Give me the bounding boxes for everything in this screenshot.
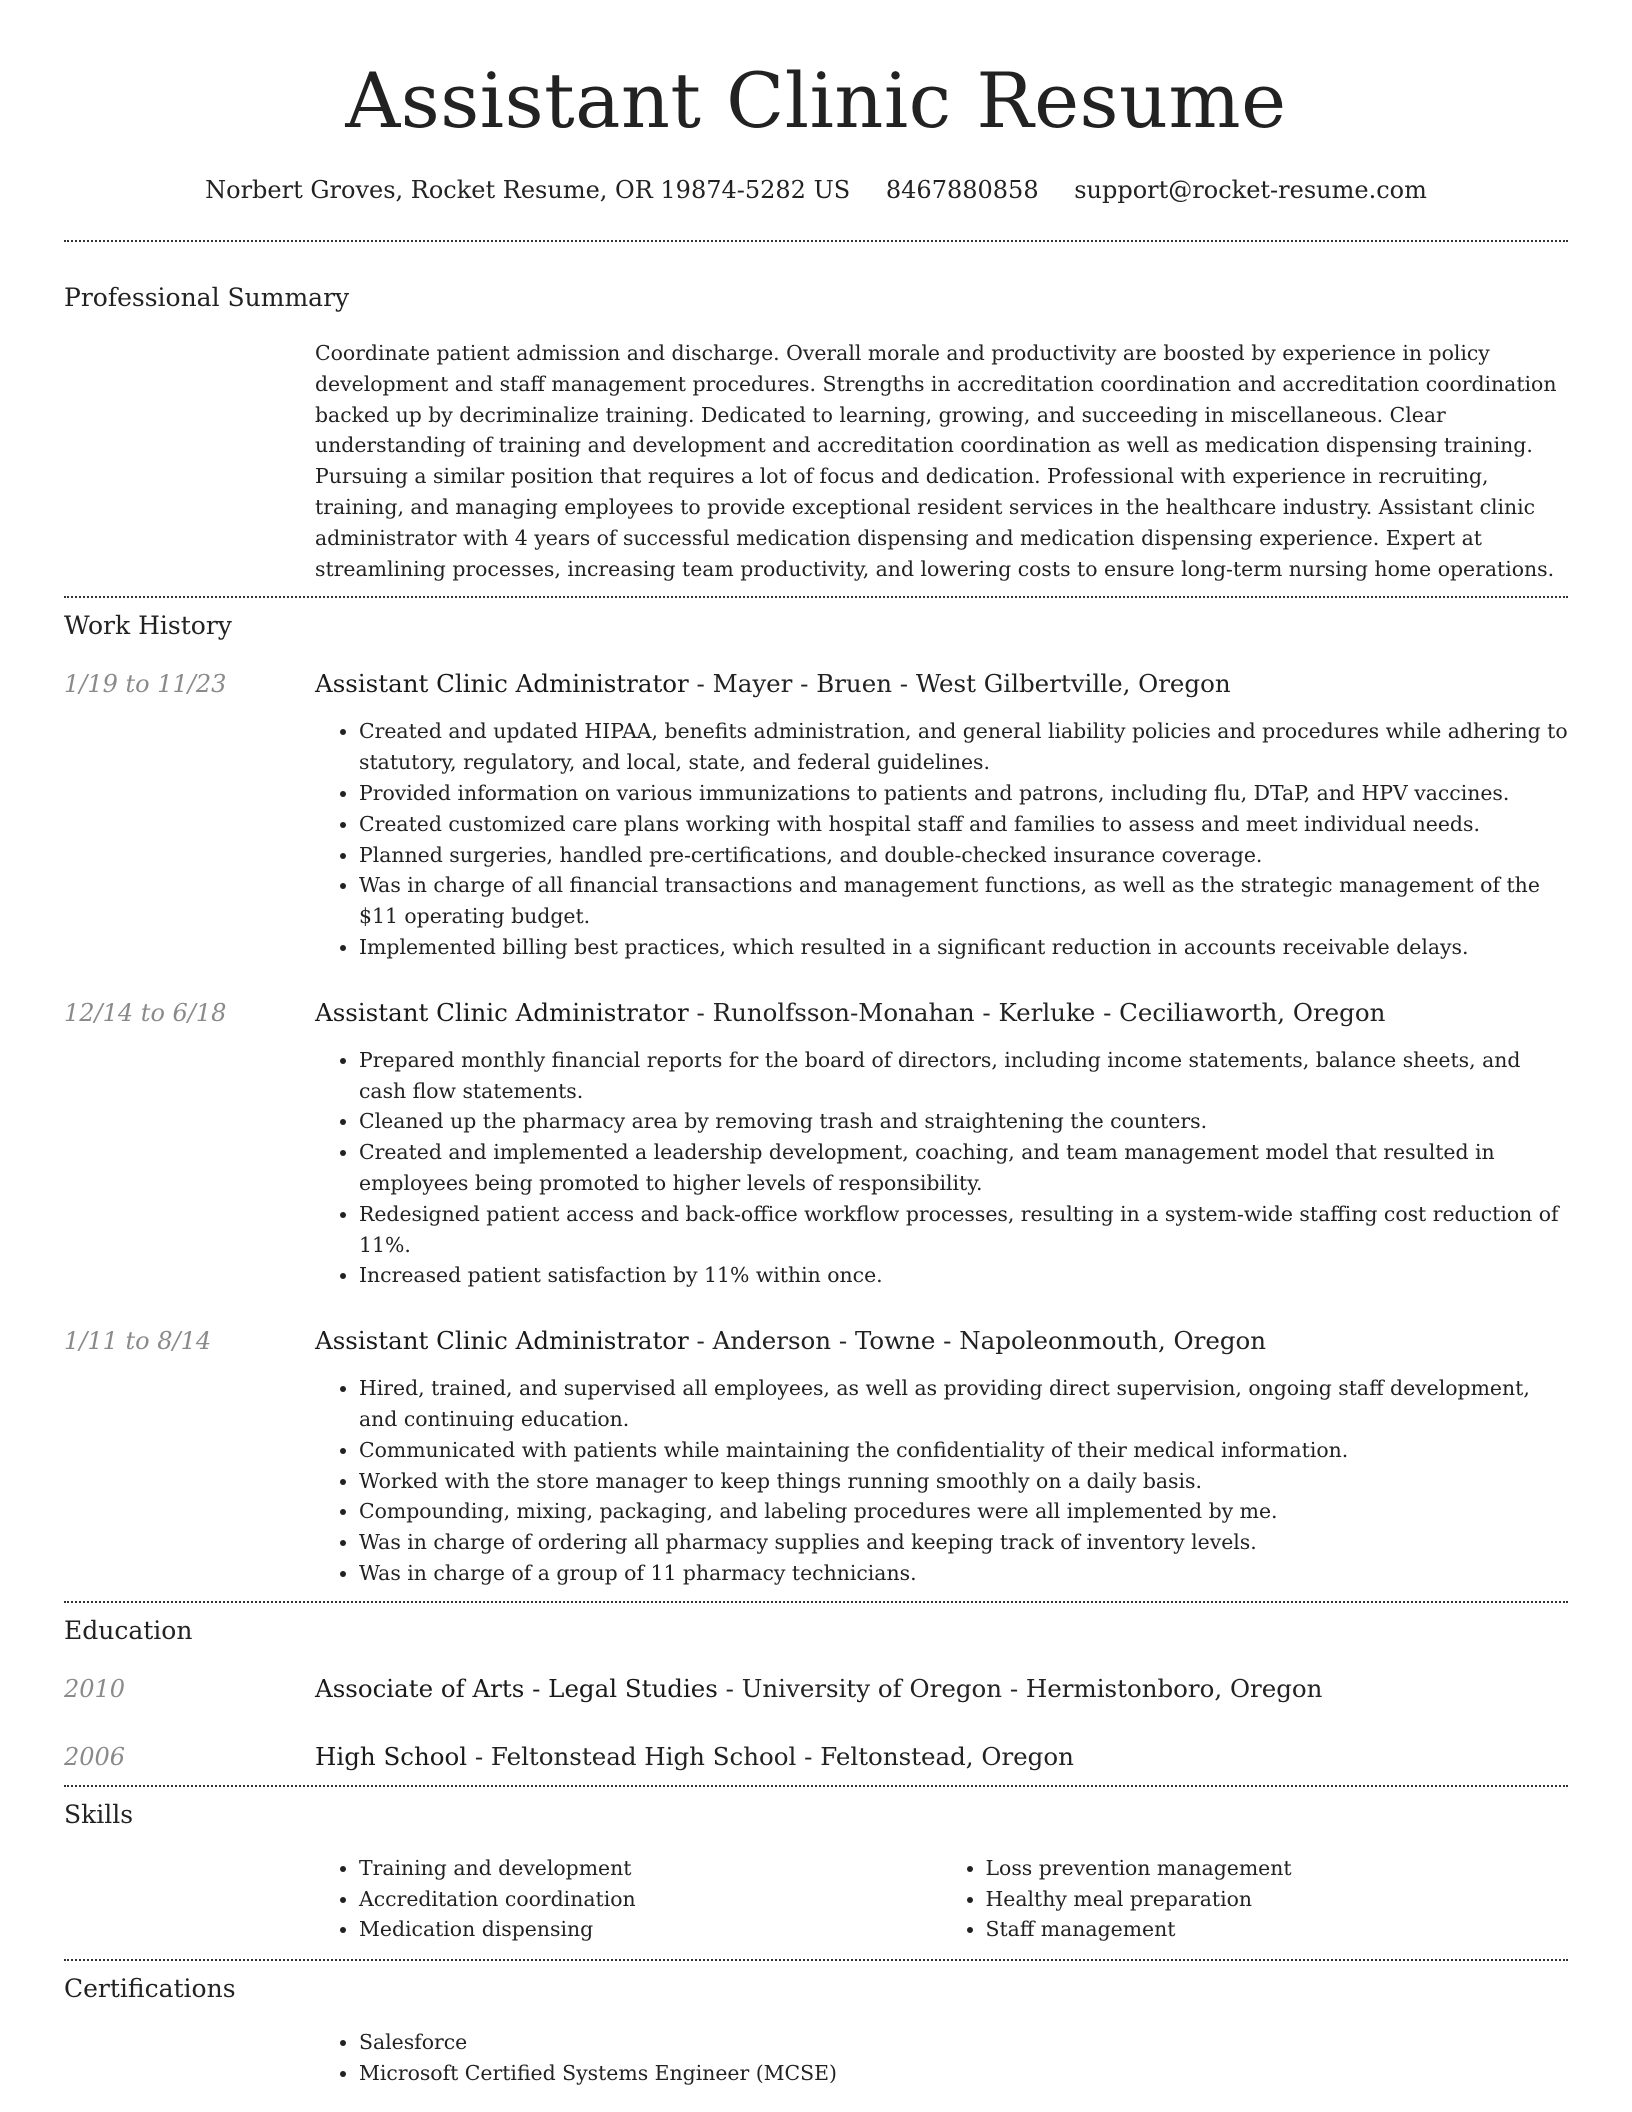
education-entry	[64, 1741, 1568, 1773]
job-heading	[315, 1325, 1568, 1357]
section-title-work-history: Work History	[64, 611, 232, 641]
education-degree: Associate of Arts - Legal Studies	[315, 1673, 718, 1703]
list-item: • Was in charge of ordering all pharmacy supplies and keeping track of inventory levels.	[359, 1527, 1568, 1558]
list-item: • Redesigned patient access and back-office workflow processes, resulting in a system-wide staffing cost reduction of 11%.	[359, 1199, 1568, 1261]
contact-phone: 8467880858	[885, 176, 1039, 204]
list-item: • Worked with the store manager to keep things running smoothly on a daily basis.	[359, 1466, 1568, 1497]
resume-page	[64, 0, 1568, 2089]
list-item: • Salesforce	[359, 2027, 1568, 2058]
contact-line	[64, 174, 1568, 206]
education-school-location: - University of Oregon - Hermistonboro, Oregon	[717, 1673, 1323, 1703]
job-heading	[315, 668, 1568, 700]
list-item: • Was in charge of all financial transactions and management functions, as well as the strategic management of the $11 operating budget.	[359, 870, 1568, 932]
list-item: • Microsoft Certified Systems Engineer (MCSE)	[359, 2058, 1568, 2089]
education-degree: High School	[315, 1741, 468, 1771]
summary-text: Coordinate patient admission and discharge. Overall morale and productivity are boosted by experience in policy development and staff management procedures. Strengths in accreditation coordination and accreditation coordination backed up by decriminalize training. Dedicated to learning, growing, and succeeding in miscellaneous. Clear understanding of training and development and accreditation coordination as well as medication dispensing training. Pursuing a similar position that requires a lot of focus and dedication. Professional with experience in recruiting, training, and managing employees to provide exceptional resident services in the healthcare industry. Assistant clinic administrator with 4 years of successful medication dispensing and medication dispensing experience. Expert at streamlining processes, increasing team productivity, and lowering costs to ensure long-term nursing home operations.	[315, 341, 1557, 581]
education-year: 2010	[64, 1674, 126, 1703]
skills-list-right	[942, 1853, 1569, 1945]
section-title-summary: Professional Summary	[64, 283, 350, 312]
education-year: 2006	[64, 1742, 126, 1771]
contact-email: support@rocket-resume.com	[1074, 176, 1427, 204]
list-item: • Was in charge of a group of 11 pharmacy technicians.	[359, 1558, 1568, 1589]
education-section	[64, 1615, 1568, 1773]
job-heading	[315, 997, 1568, 1029]
section-title-skills: Skills	[64, 1799, 134, 1829]
resume-title: Assistant Clinic Resume	[345, 56, 1287, 145]
job-employer-location: - Runolfsson-Monahan - Kerluke - Ceciliaworth, Oregon	[688, 997, 1386, 1027]
section-title-education: Education	[64, 1615, 193, 1645]
certifications-section	[64, 1973, 1568, 2089]
section-title-certifications: Certifications	[64, 1974, 236, 2004]
job-dates: 12/14 to 6/18	[64, 998, 227, 1027]
job-dates: 1/11 to 8/14	[64, 1327, 212, 1356]
job-title: Assistant Clinic Administrator	[315, 1326, 689, 1356]
list-item: • Prepared monthly financial reports for the board of directors, including income statements, balance sheets, and cash flow statements.	[359, 1045, 1568, 1107]
section-divider	[64, 1601, 1568, 1603]
section-divider	[64, 240, 1568, 242]
job-title: Assistant Clinic Administrator	[315, 997, 689, 1027]
education-heading	[315, 1673, 1568, 1705]
job-bullets	[315, 1373, 1568, 1589]
list-item: • Communicated with patients while maintaining the confidentiality of their medical information.	[359, 1435, 1568, 1466]
list-item: • Created and updated HIPAA, benefits administration, and general liability policies and procedures while adhering to statutory, regulatory, and local, state, and federal guidelines.	[359, 716, 1568, 778]
summary-row	[64, 338, 1568, 584]
job-entry	[64, 997, 1568, 1291]
job-dates: 1/19 to 11/23	[64, 670, 227, 699]
summary-section	[64, 282, 1568, 584]
job-bullets	[315, 716, 1568, 962]
education-school-location: - Feltonstead High School - Feltonstead, Oregon	[467, 1741, 1074, 1771]
section-divider	[64, 1959, 1568, 1961]
section-divider	[64, 596, 1568, 598]
list-item: • Cleaned up the pharmacy area by removing trash and straightening the counters.	[359, 1106, 1568, 1137]
contact-address: Norbert Groves, Rocket Resume, OR 19874-5282 US	[205, 176, 851, 204]
skills-list-left	[315, 1853, 942, 1945]
list-item: • Loss prevention management	[986, 1853, 1569, 1884]
education-entry	[64, 1673, 1568, 1705]
job-employer-location: - Anderson - Towne - Napoleonmouth, Oregon	[688, 1326, 1267, 1356]
job-employer-location: - Mayer - Bruen - West Gilbertville, Oregon	[688, 669, 1231, 699]
job-bullets	[315, 1045, 1568, 1291]
list-item: • Planned surgeries, handled pre-certifications, and double-checked insurance coverage.	[359, 840, 1568, 871]
certifications-row	[64, 2027, 1568, 2089]
certifications-list	[315, 2027, 1568, 2089]
list-item: • Staff management	[986, 1914, 1569, 1945]
work-history-section	[64, 610, 1568, 1588]
job-title: Assistant Clinic Administrator	[315, 669, 689, 699]
list-item: • Accreditation coordination	[359, 1884, 942, 1915]
list-item: • Hired, trained, and supervised all employees, as well as providing direct supervision, ongoing staff development, and continuing education.	[359, 1373, 1568, 1435]
list-item: • Implemented billing best practices, which resulted in a significant reduction in accounts receivable delays.	[359, 932, 1568, 963]
list-item: • Increased patient satisfaction by 11% within once.	[359, 1260, 1568, 1291]
job-entry	[64, 668, 1568, 962]
list-item: • Compounding, mixing, packaging, and labeling procedures were all implemented by me.	[359, 1496, 1568, 1527]
skills-row	[64, 1853, 1568, 1945]
skills-section	[64, 1799, 1568, 1945]
section-divider	[64, 1785, 1568, 1787]
job-entry	[64, 1325, 1568, 1589]
list-item: • Medication dispensing	[359, 1914, 942, 1945]
list-item: • Created and implemented a leadership development, coaching, and team management model that resulted in employees being promoted to higher levels of responsibility.	[359, 1137, 1568, 1199]
list-item: • Provided information on various immunizations to patients and patrons, including flu, DTaP, and HPV vaccines.	[359, 778, 1568, 809]
education-heading	[315, 1741, 1568, 1773]
list-item: • Healthy meal preparation	[986, 1884, 1569, 1915]
skills-grid	[315, 1853, 1568, 1945]
list-item: • Training and development	[359, 1853, 942, 1884]
list-item: • Created customized care plans working with hospital staff and families to assess and meet individual needs.	[359, 809, 1568, 840]
